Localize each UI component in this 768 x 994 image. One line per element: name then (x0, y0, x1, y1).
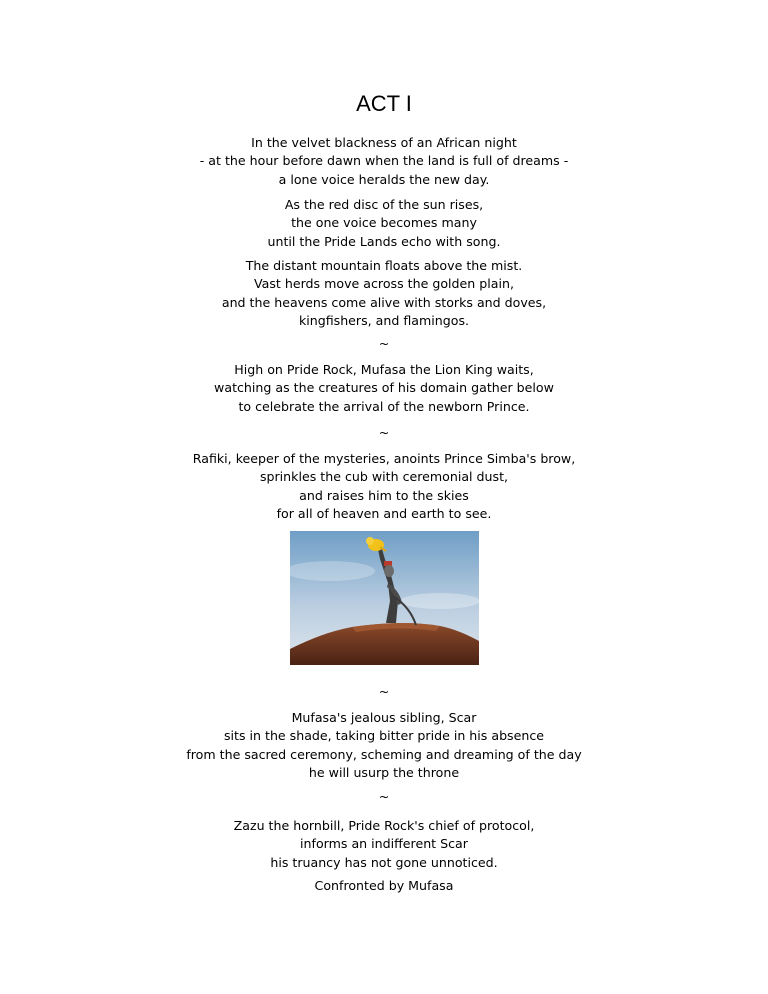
stanza-rafiki (0, 450, 768, 524)
stanza-line: Rafiki, keeper of the mysteries, anoints Prince Simba's brow, (192, 451, 576, 466)
stanza-line: and the heavens come alive with storks and doves, (221, 294, 547, 310)
stanza-opening (0, 134, 768, 189)
stanza-line: informs an indifferent Scar (300, 836, 468, 852)
stanza-line: to celebrate the arrival of the newborn Prince. (238, 398, 530, 414)
stanza-line: High on Pride Rock, Mufasa the Lion King waits, (234, 362, 534, 377)
stanza-line: and raises him to the skies (299, 487, 469, 503)
stanza-line: Zazu the hornbill, Pride Rock's chief of protocol, (233, 818, 535, 833)
stanza-line: sprinkles the cub with ceremonial dust, (259, 469, 509, 485)
stanza-line: The distant mountain floats above the mist. (245, 258, 523, 273)
section-separator: ~ (378, 425, 390, 440)
pride-rock-image (290, 531, 479, 665)
page-title: ACT I (356, 91, 412, 116)
stanza-line: Confronted by Mufasa (314, 878, 454, 893)
stanza-scar (0, 709, 768, 783)
stanza-line: a lone voice heralds the new day. (278, 171, 490, 187)
stanza-line: for all of heaven and earth to see. (276, 506, 492, 522)
stanza-line: Vast herds move across the golden plain, (254, 276, 514, 292)
stanza-line: watching as the creatures of his domain gather below (214, 380, 554, 396)
stanza-confronted (0, 877, 768, 895)
stanza-line: Mufasa's jealous sibling, Scar (291, 710, 477, 725)
section-separator: ~ (378, 789, 390, 804)
stanza-pride-rock (0, 361, 768, 416)
stanza-zazu (0, 817, 768, 872)
stanza-line: until the Pride Lands echo with song. (267, 233, 501, 249)
stanza-line: As the red disc of the sun rises, (284, 197, 484, 212)
pride-rock-illustration (290, 531, 479, 665)
stanza-line: his truancy has not gone unnoticed. (270, 854, 498, 870)
stanza-line: - at the hour before dawn when the land is full of dreams - (199, 153, 569, 169)
stanza-line: sits in the shade, taking bitter pride in his absence (223, 728, 545, 744)
stanza-line: the one voice becomes many (291, 215, 477, 231)
stanza-sunrise (0, 196, 768, 251)
section-separator: ~ (378, 336, 390, 351)
stanza-line: In the velvet blackness of an African night (251, 135, 517, 150)
stanza-line: he will usurp the throne (308, 765, 460, 781)
section-separator: ~ (378, 684, 390, 699)
stanza-mountain (0, 257, 768, 331)
cloud (400, 593, 479, 609)
stanza-line: kingfishers, and flamingos. (298, 313, 470, 329)
stanza-line: from the sacred ceremony, scheming and dreaming of the day (186, 746, 582, 762)
